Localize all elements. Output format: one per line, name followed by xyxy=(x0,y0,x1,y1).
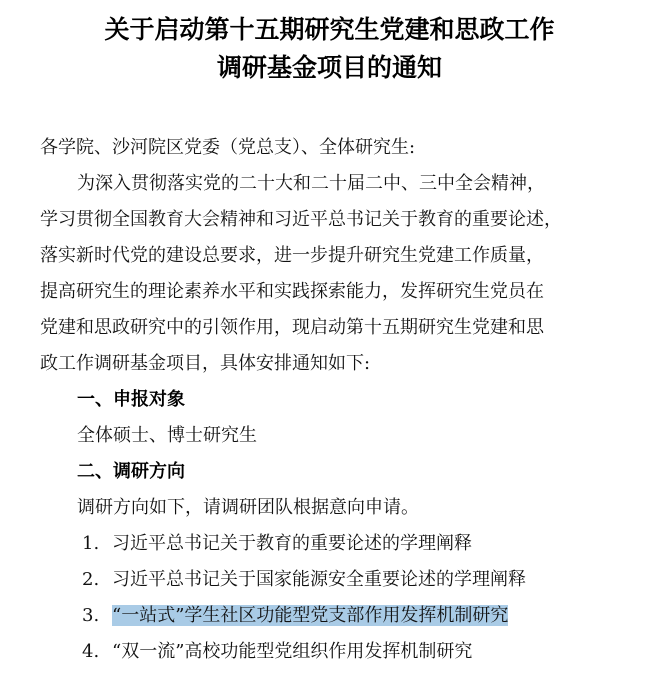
intro-line-1: 为深入贯彻落实党的二十大和二十届二中、三中全会精神， xyxy=(77,173,545,194)
list-item-text: 习近平总书记关于国家能源安全重要论述的学理阐释 xyxy=(112,569,526,590)
intro-line-2: 学习贯彻全国教育大会精神和习近平总书记关于教育的重要论述， xyxy=(40,209,562,230)
document-title-line-2: 调研基金项目的通知 xyxy=(216,53,442,82)
research-direction-item-1 xyxy=(82,532,472,556)
intro-line-5: 党建和思政研究中的引领作用，现启动第十五期研究生党建和思 xyxy=(40,317,544,338)
applicants-text: 全体硕士、博士研究生 xyxy=(77,425,257,446)
list-number: 2. xyxy=(82,569,100,590)
intro-line-6: 政工作调研基金项目，具体安排通知如下: xyxy=(40,353,371,374)
list-item-text: 习近平总书记关于教育的重要论述的学理阐释 xyxy=(112,533,472,554)
research-direction-item-3 xyxy=(82,604,508,628)
research-directions-intro: 调研方向如下，请调研团队根据意向申请。 xyxy=(77,497,419,518)
section-heading-research-directions: 二、调研方向 xyxy=(77,461,185,482)
list-item-text: “双一流”高校功能型党组织作用发挥机制研究 xyxy=(112,641,473,662)
document-title-line-1: 关于启动第十五期研究生党建和思政工作 xyxy=(104,15,555,44)
research-direction-item-4 xyxy=(82,640,472,664)
section-heading-applicants: 一、申报对象 xyxy=(77,389,185,410)
intro-line-4: 提高研究生的理论素养水平和实践探索能力，发挥研究生党员在 xyxy=(40,281,544,302)
intro-line-3: 落实新时代党的建设总要求，进一步提升研究生党建工作质量， xyxy=(40,245,544,266)
research-direction-item-2 xyxy=(82,568,526,592)
list-number: 3. xyxy=(82,605,100,626)
selected-text-highlight[interactable]: “一站式”学生社区功能型党支部作用发挥机制研究 xyxy=(112,605,509,626)
list-number: 1. xyxy=(82,533,100,554)
list-number: 4. xyxy=(82,641,100,662)
salutation: 各学院、沙河院区党委（党总支）、全体研究生: xyxy=(40,137,416,158)
